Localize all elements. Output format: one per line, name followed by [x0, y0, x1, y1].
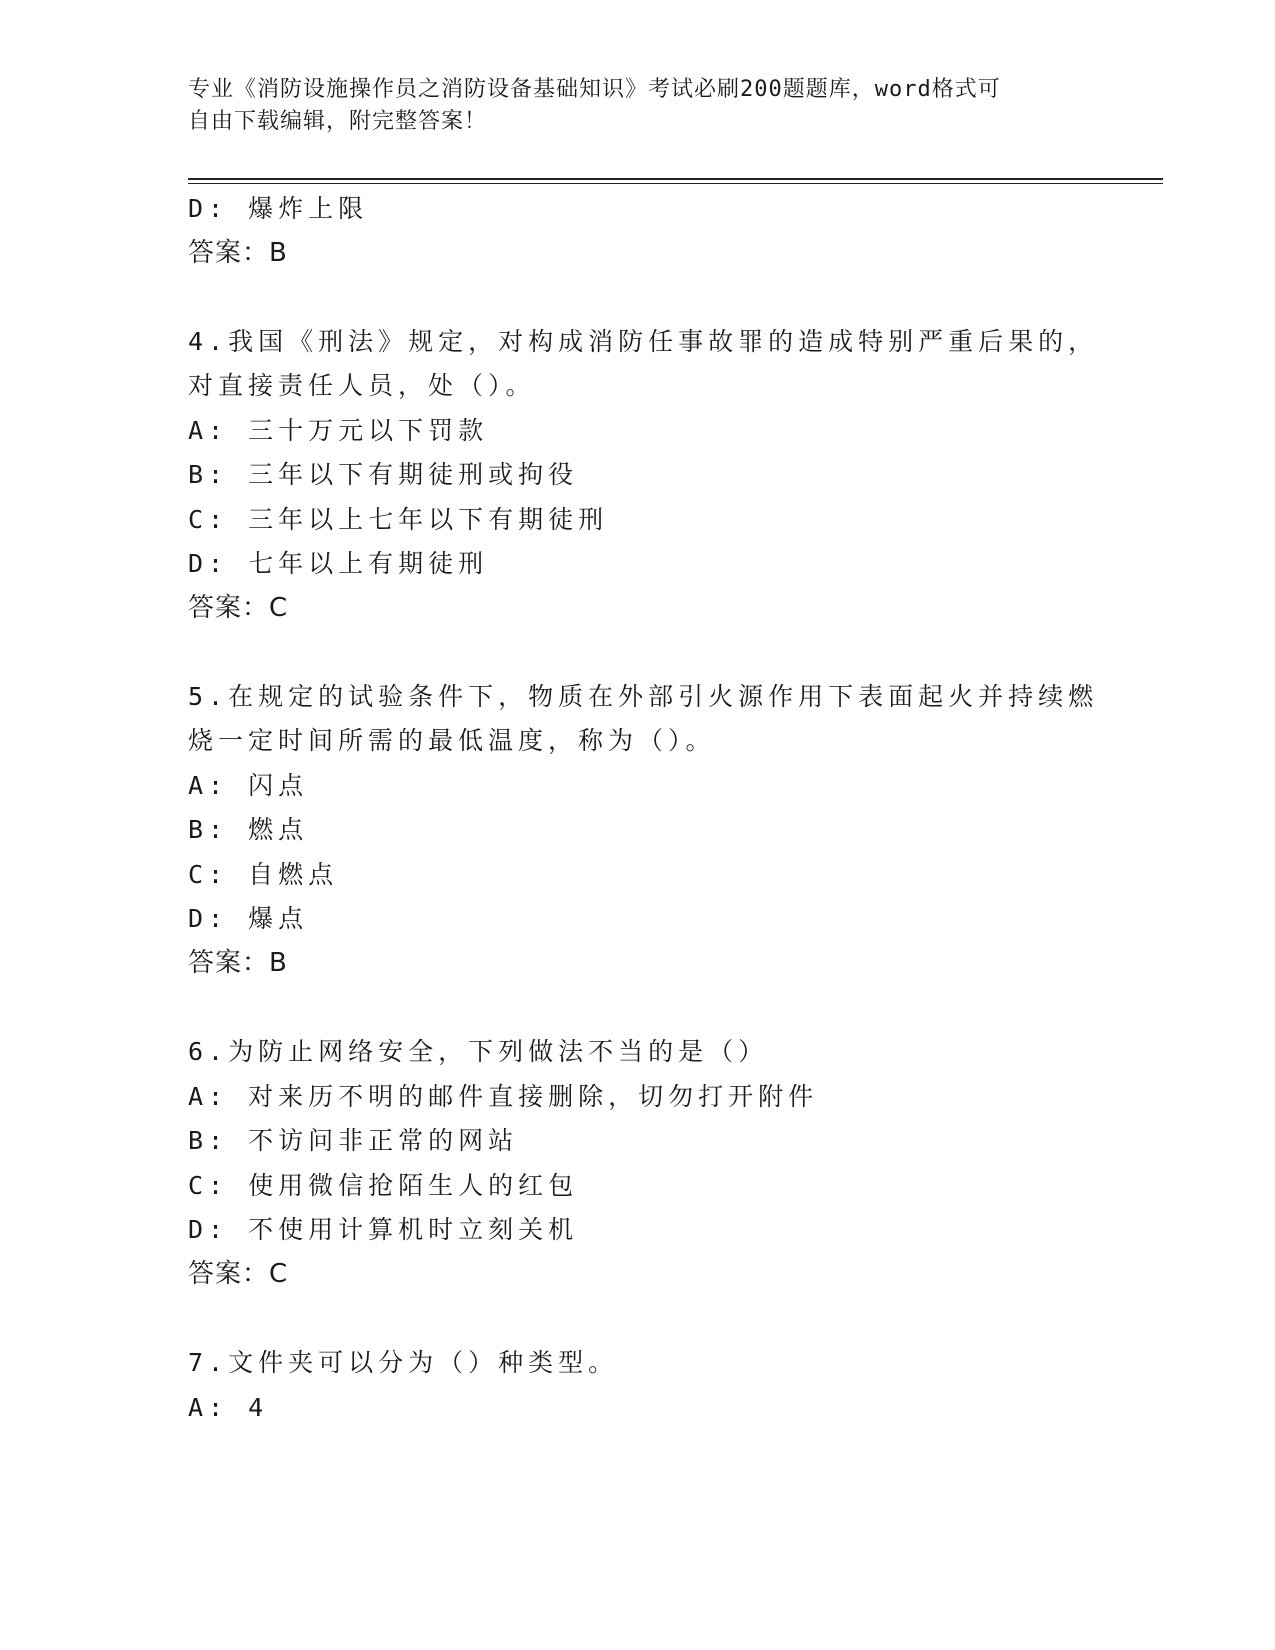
q3-answer: 答案：B: [188, 238, 288, 268]
q5-option-a: A: 闪点: [188, 771, 309, 800]
q4-answer: 答案：C: [188, 593, 289, 623]
q6-answer: 答案：C: [188, 1259, 289, 1289]
q5-stem-line-2: 烧一定时间所需的最低温度，称为（）。: [188, 726, 716, 755]
q6-stem-line-1: 6.为防止网络安全，下列做法不当的是（）: [188, 1037, 769, 1066]
q4-option-c: C: 三年以上七年以下有期徒刑: [188, 505, 609, 534]
q5-option-b: B: 燃点: [188, 815, 309, 844]
q7-stem-line-1: 7.文件夹可以分为（）种类型。: [188, 1348, 619, 1377]
header-divider-thick: [188, 178, 1163, 180]
q5-option-d: D: 爆点: [188, 904, 309, 933]
header-line-2: 自由下载编辑，附完整答案！: [188, 109, 488, 134]
q6-option-b: B: 不访问非正常的网站: [188, 1126, 519, 1155]
q4-option-d: D: 七年以上有期徒刑: [188, 549, 489, 578]
q7-option-a: A: 4: [188, 1393, 269, 1422]
header-line-1: 专业《消防设施操作员之消防设备基础知识》考试必刷200题题库，word格式可: [188, 77, 1001, 102]
q6-option-c: C: 使用微信抢陌生人的红包: [188, 1171, 579, 1200]
q5-answer: 答案：B: [188, 948, 288, 978]
q4-option-a: A: 三十万元以下罚款: [188, 416, 489, 445]
q5-stem-line-1: 5.在规定的试验条件下，物质在外部引火源作用下表面起火并持续燃: [188, 682, 1099, 711]
q6-option-a: A: 对来历不明的邮件直接删除，切勿打开附件: [188, 1082, 819, 1111]
q4-stem-line-2: 对直接责任人员，处（）。: [188, 371, 536, 400]
q6-option-d: D: 不使用计算机时立刻关机: [188, 1215, 579, 1244]
q4-option-b: B: 三年以下有期徒刑或拘役: [188, 460, 579, 489]
header-divider-thin: [188, 183, 1163, 184]
document-header: [188, 74, 1088, 138]
q3-option-d: D: 爆炸上限: [188, 194, 369, 223]
q5-option-c: C: 自燃点: [188, 860, 339, 889]
q4-stem-line-1: 4.我国《刑法》规定，对构成消防任事故罪的造成特别严重后果的，: [188, 327, 1099, 356]
